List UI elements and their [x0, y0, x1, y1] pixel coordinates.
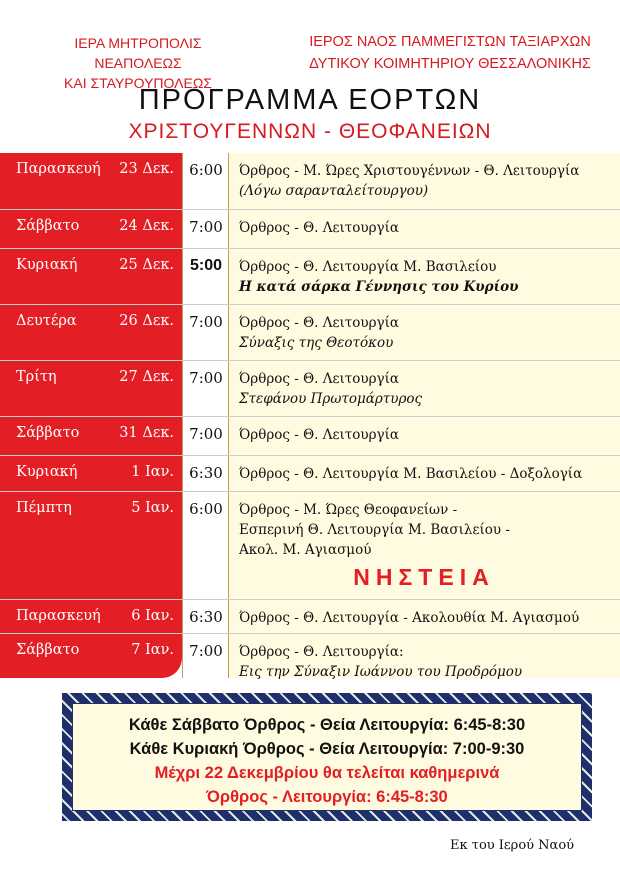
row-time: 7:00: [189, 642, 223, 660]
row-time: 6:30: [189, 464, 223, 482]
service-line: Όρθρος - Θ. Λειτουργία: [239, 220, 400, 236]
service-line: Όρθρος - Μ. Ώρες Χριστουγέννων - Θ. Λειτουργία: [239, 163, 580, 179]
schedule-row: [0, 153, 620, 210]
diocese-line-1: ΙΕΡΑ ΜΗΤΡΟΠΟΛΙΣ ΝΕΑΠΟΛΕΩΣ: [74, 35, 202, 71]
notice-line-1: Κάθε Σάββατο Όρθρος - Θεία Λειτουργία: 6:45-8:30: [128, 716, 526, 734]
fast-label: ΝΗΣΤΕΙΑ: [353, 564, 495, 590]
service-line: Όρθρος - Θ. Λειτουργία:: [239, 644, 404, 660]
row-date: 25 Δεκ.: [119, 257, 174, 273]
row-services: [239, 313, 614, 353]
service-line: Στεφάνου Πρωτομάρτυρος: [239, 391, 423, 407]
notice-line-4: Όρθρος - Λειτουργία: 6:45-8:30: [206, 788, 448, 806]
service-line: Όρθρος - Θ. Λειτουργία - Ακολουθία Μ. Αγιασμού: [239, 610, 580, 626]
row-services: [239, 464, 614, 484]
row-date: 31 Δεκ.: [119, 425, 174, 441]
schedule-row: [0, 249, 620, 305]
schedule-row: [0, 210, 620, 249]
row-services: [239, 161, 614, 201]
service-line: Η κατά σάρκα Γέννησις του Κυρίου: [239, 279, 519, 295]
schedule-row: [0, 492, 620, 600]
row-day: Κυριακή: [16, 257, 78, 273]
diocese-line-2: ΚΑΙ ΣΤΑΥΡΟΥΠΟΛΕΩΣ: [64, 75, 212, 91]
church-line-1: ΙΕΡΟΣ ΝΑΟΣ ΠΑΜΜΕΓΙΣΤΩΝ ΤΑΞΙΑΡΧΩΝ: [309, 34, 591, 50]
service-line: Εσπερινή Θ. Λειτουργία Μ. Βασιλείου -: [239, 522, 510, 538]
row-day: Σάββατο: [16, 642, 80, 658]
row-services: [239, 369, 614, 409]
row-day: Σάββατο: [16, 218, 80, 234]
row-services: [239, 642, 614, 682]
service-line: Όρθρος - Θ. Λειτουργία: [239, 427, 400, 443]
row-day: Πέμπτη: [16, 500, 72, 516]
service-line: Όρθρος - Θ. Λειτουργία Μ. Βασιλείου: [239, 259, 497, 275]
row-time: 7:00: [189, 369, 223, 387]
row-time: 6:30: [189, 608, 223, 626]
schedule-rows: [0, 153, 620, 678]
notice-box: [62, 693, 592, 821]
row-time: 6:00: [189, 500, 223, 518]
service-line: (Λόγω σαρανταλείτουργου): [239, 183, 429, 199]
row-date: 1 Ιαν.: [131, 464, 174, 480]
page-subtitle: ΧΡΙΣΤΟΥΓΕΝΝΩΝ - ΘΕΟΦΑΝΕΙΩΝ: [128, 120, 492, 143]
notice-line-3: Μέχρι 22 Δεκεμβρίου θα τελείται καθημερινά: [154, 764, 500, 782]
row-date: 27 Δεκ.: [119, 369, 174, 385]
row-day: Παρασκευή: [16, 161, 101, 177]
church-header: [300, 31, 600, 75]
row-services: [239, 218, 614, 238]
row-date: 6 Ιαν.: [131, 608, 174, 624]
schedule-table: [0, 153, 620, 678]
row-time: 7:00: [189, 313, 223, 331]
service-line: Ακολ. Μ. Αγιασμού: [239, 542, 372, 558]
row-day: Παρασκευή: [16, 608, 101, 624]
footer-signature: Εκ του Ιερού Ναού: [450, 838, 575, 853]
service-line: Όρθρος - Θ. Λειτουργία Μ. Βασιλείου - Δοξολογία: [239, 466, 583, 482]
schedule-row: [0, 361, 620, 417]
row-day: Κυριακή: [16, 464, 78, 480]
row-time: 7:00: [189, 425, 223, 443]
row-day: Δευτέρα: [16, 313, 77, 329]
service-line: Όρθρος - Θ. Λειτουργία: [239, 371, 400, 387]
schedule-row: [0, 634, 620, 678]
row-time: 7:00: [189, 218, 223, 236]
row-date: 5 Ιαν.: [131, 500, 174, 516]
row-services: [239, 500, 614, 560]
schedule-row: [0, 600, 620, 634]
schedule-row: [0, 417, 620, 456]
schedule-row: [0, 305, 620, 361]
page-title: ΠΡΟΓΡΑΜΜΑ ΕΟΡΤΩΝ: [138, 84, 482, 116]
row-time: 6:00: [189, 161, 223, 179]
row-date: 23 Δεκ.: [119, 161, 174, 177]
schedule-row: [0, 456, 620, 492]
row-services: [239, 425, 614, 445]
service-line: Όρθρος - Μ. Ώρες Θεοφανείων -: [239, 502, 458, 518]
row-date: 24 Δεκ.: [119, 218, 174, 234]
church-line-2: ΔΥΤΙΚΟΥ ΚΟΙΜΗΤΗΡΙΟΥ ΘΕΣΣΑΛΟΝΙΚΗΣ: [309, 56, 591, 72]
row-day: Τρίτη: [16, 369, 57, 385]
row-services: [239, 257, 614, 297]
row-day: Σάββατο: [16, 425, 80, 441]
row-time: 5:00: [189, 257, 223, 274]
row-date: 26 Δεκ.: [119, 313, 174, 329]
service-line: Όρθρος - Θ. Λειτουργία: [239, 315, 400, 331]
row-date: 7 Ιαν.: [131, 642, 174, 658]
notice-line-2: Κάθε Κυριακή Όρθρος - Θεία Λειτουργία: 7:00-9:30: [129, 740, 525, 758]
service-line: Σύναξις της Θεοτόκου: [239, 335, 394, 351]
row-services: [239, 608, 614, 628]
notice-panel: [72, 703, 582, 811]
service-line: Εις την Σύναξιν Ιωάννου του Προδρόμου: [239, 664, 523, 680]
